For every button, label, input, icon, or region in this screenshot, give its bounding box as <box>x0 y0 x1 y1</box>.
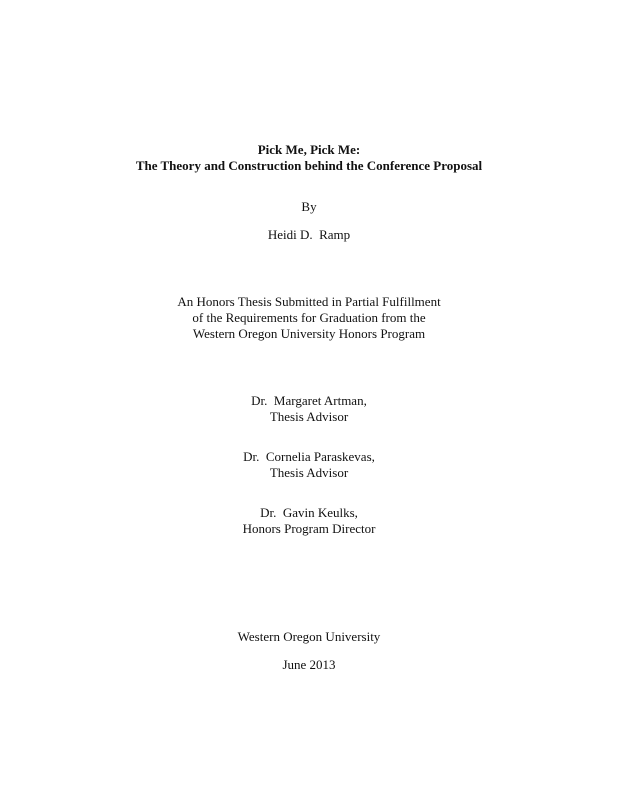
thesis-subtitle: The Theory and Construction behind the Conference Proposal <box>135 158 483 173</box>
committee-member-name: Dr. Margaret Artman, <box>251 393 367 408</box>
author-name: Heidi D. Ramp <box>267 227 351 242</box>
committee-member-name: Dr. Cornelia Paraskevas, <box>243 449 375 464</box>
submission-statement-line-2: of the Requirements for Graduation from the <box>192 310 426 325</box>
by-label: By <box>301 199 317 214</box>
submission-date: June 2013 <box>282 657 336 672</box>
thesis-title: Pick Me, Pick Me: <box>257 142 361 157</box>
committee-member-role: Honors Program Director <box>242 521 376 536</box>
submission-statement-line-1: An Honors Thesis Submitted in Partial Fulfillment <box>177 294 441 309</box>
committee-member-role: Thesis Advisor <box>269 465 349 480</box>
committee-member-role: Thesis Advisor <box>269 409 349 424</box>
institution-name: Western Oregon University <box>237 629 381 644</box>
committee-member-name: Dr. Gavin Keulks, <box>260 505 358 520</box>
submission-statement-line-3: Western Oregon University Honors Program <box>192 326 426 341</box>
